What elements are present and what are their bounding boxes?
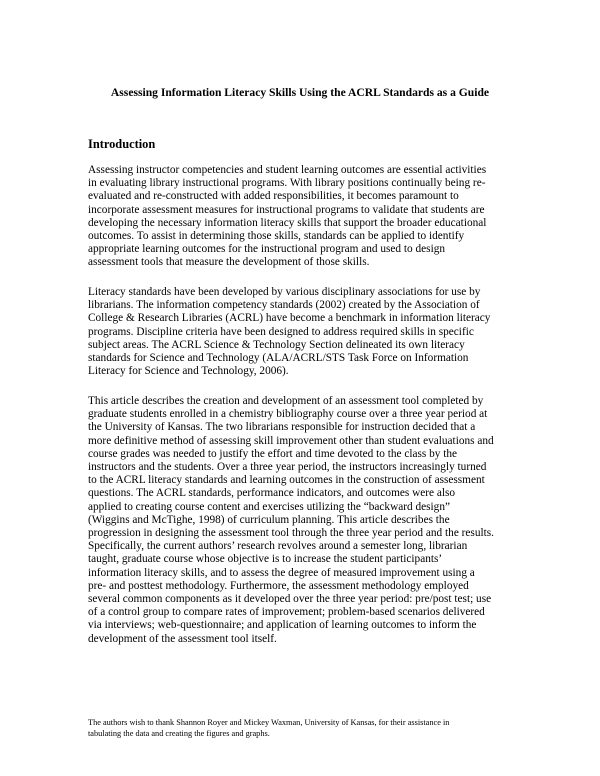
section-heading: Introduction xyxy=(88,137,156,151)
footnote: The authors wish to thank Shannon Royer and Mickey Waxman, University of Kansas, for their assistance in tabulating the data and creating the figures and graphs. xyxy=(88,718,450,738)
paragraph-2: Literacy standards have been developed by various disciplinary associations for use by librarians. The information competency standards (2002) created by the Association of College & Research Libraries (ACRL) have become a benchmark in information literacy programs. Discipline criteria have been designed to address required skills in specific subject areas. The ACRL Science & Technology Section delineated its own literacy standards for Science and Technology (ALA/ACRL/STS Task Force on Information Literacy for Science and Technology, 2006). xyxy=(88,286,491,378)
paragraph-3: This article describes the creation and development of an assessment tool completed by graduate students enrolled in a chemistry bibliography course over a three year period at the University of Kansas. The two librarians responsible for instruction decided that a more definitive method of assessing skill improvement other than student evaluations and course grades was needed to justify the effort and time devoted to the class by the instructors and the students. Over a three year period, the instructors increasingly turned to the ACRL literacy standards and learning outcomes in the construction of assessment questions. The ACRL standards, performance indicators, and outcomes were also applied to creating course content and exercises utilizing the “backward design” (Wiggins and McTighe, 1998) of curriculum planning. This article describes the progression in designing the assessment tool through the three year period and the results. Specifically, the current authors’ research revolves around a semester long, librarian taught, graduate course whose objective is to increase the student participants’ information literacy skills, and to assess the degree of measured improvement using a pre- and posttest methodology. Furthermore, the assessment methodology employed several common components as it developed over the three year period: pre/post test; use of a control group to compare rates of improvement; problem-based scenarios delivered via interviews; web-questionnaire; and application of learning outcomes to inform the development of the assessment tool itself. xyxy=(88,395,494,645)
document-title: Assessing Information Literacy Skills Using the ACRL Standards as a Guide xyxy=(110,86,490,99)
paragraph-1: Assessing instructor competencies and student learning outcomes are essential activities in evaluating library instructional programs. With library positions continually being re- evaluated and re-constructed with added responsibilities, it becomes paramount to incorporate assessment measures for instructional programs to validate that students are developing the necessary information literacy skills that support the broader educational outcomes. To assist in determining those skills, standards can be applied to identify appropriate learning outcomes for the instructional program and used to design assessment tools that measure the development of those skills. xyxy=(88,164,487,269)
